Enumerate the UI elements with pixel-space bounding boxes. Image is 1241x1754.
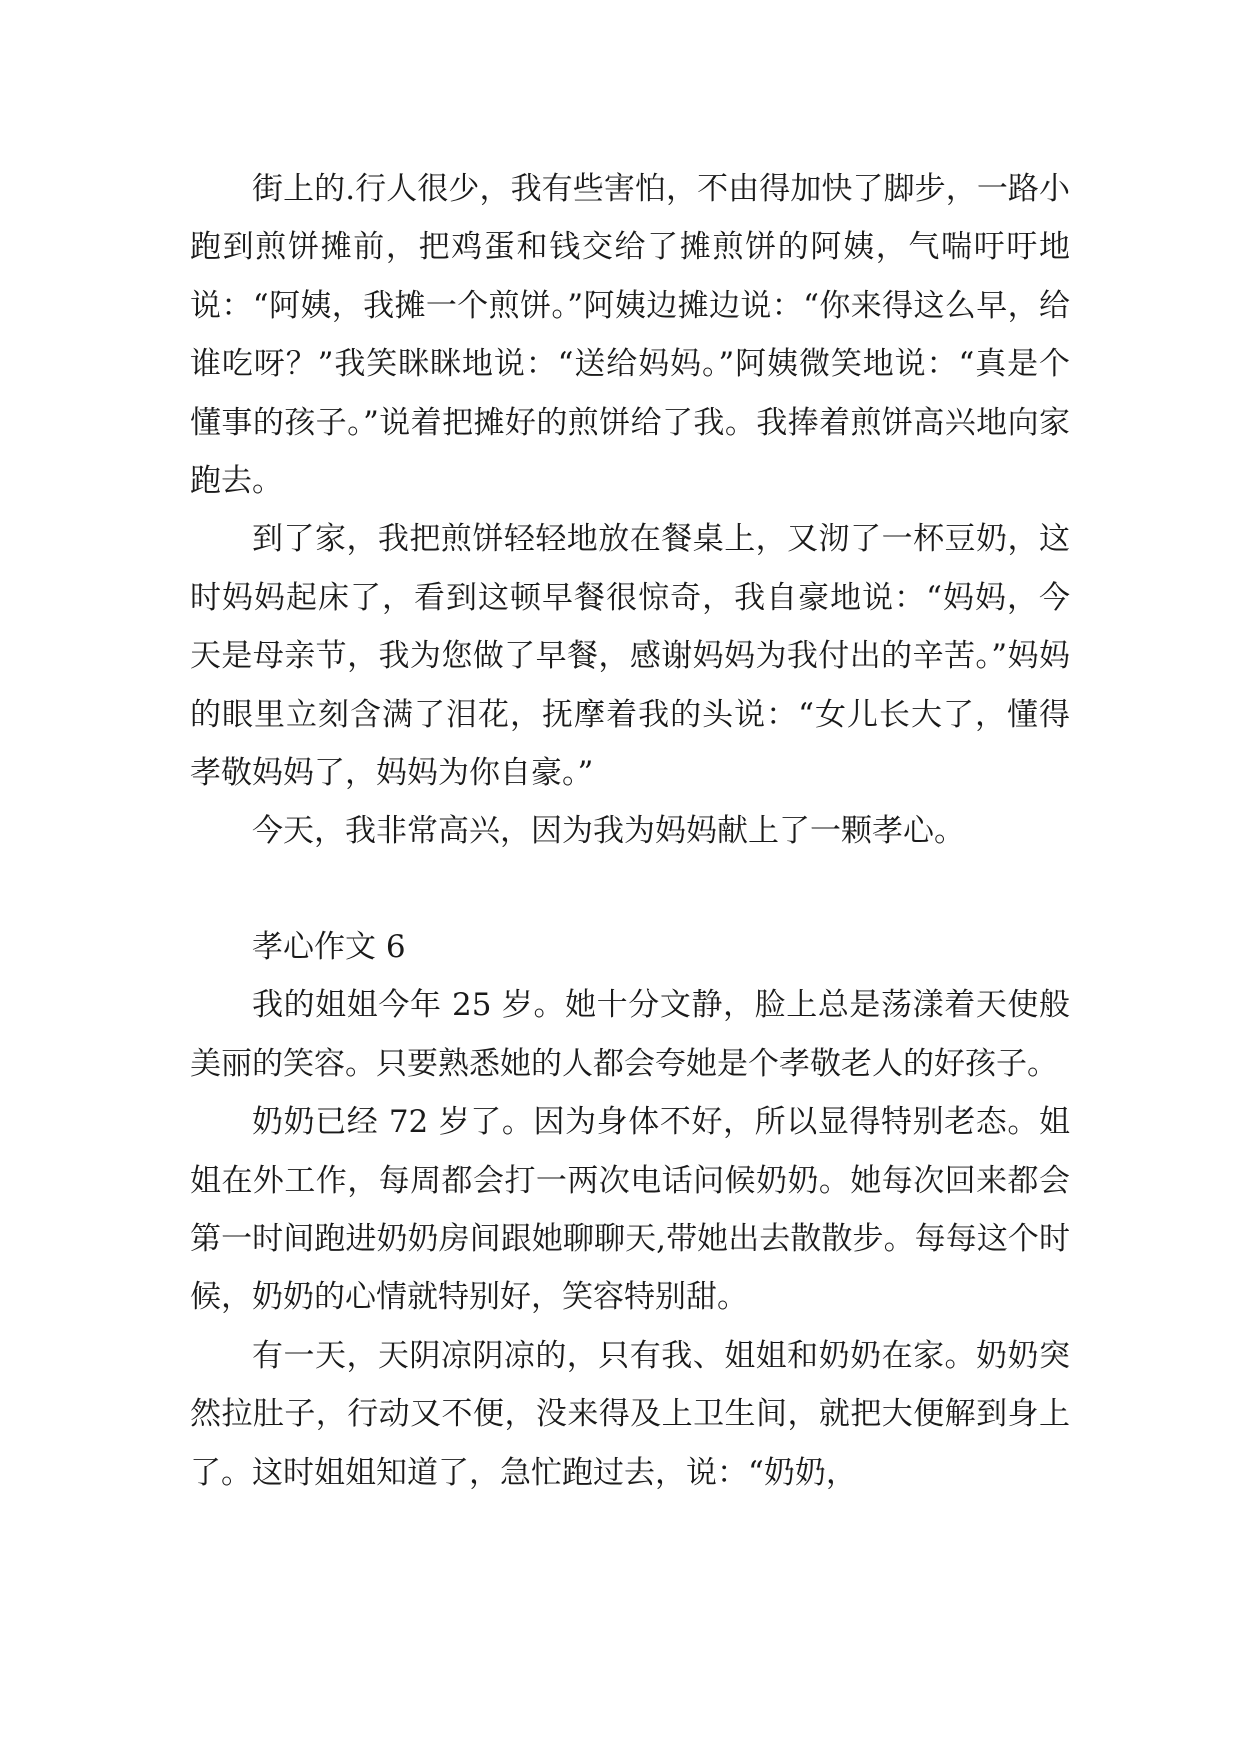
section-title: 孝心作文 6	[252, 928, 406, 965]
paragraph: 有一天，天阴凉阴凉的，只有我、姐姐和奶奶在家。奶奶突然拉肚子，行动又不便，没来得及上卫生间，就把大便解到身上了。这时姐姐知道了，急忙跑过去，说：“奶奶，	[190, 1337, 1070, 1491]
document-body	[190, 160, 1070, 1502]
paragraph: 到了家，我把煎饼轻轻地放在餐桌上，又沏了一杯豆奶，这时妈妈起床了，看到这顿早餐很惊奇，我自豪地说：“妈妈，今天是母亲节，我为您做了早餐，感谢妈妈为我付出的辛苦。”妈妈的眼里立刻含满了泪花，抚摩着我的头说：“女儿长大了，懂得孝敬妈妈了，妈妈为你自豪。”	[190, 521, 1070, 792]
paragraph: 奶奶已经 72 岁了。因为身体不好，所以显得特别老态。姐姐在外工作，每周都会打一两次电话问候奶奶。她每次回来都会第一时间跑进奶奶房间跟她聊聊天,带她出去散散步。每每这个时候，奶奶的心情就特别好，笑容特别甜。	[190, 1104, 1070, 1316]
paragraph: 街上的.行人很少，我有些害怕，不由得加快了脚步，一路小跑到煎饼摊前，把鸡蛋和钱交给了摊煎饼的阿姨，气喘吁吁地说：“阿姨，我摊一个煎饼。”阿姨边摊边说：“你来得这么早，给谁吃呀？”我笑眯眯地说：“送给妈妈。”阿姨微笑地说：“真是个懂事的孩子。”说着把摊好的煎饼给了我。我捧着煎饼高兴地向家跑去。	[190, 171, 1070, 500]
paragraph: 今天，我非常高兴，因为我为妈妈献上了一颗孝心。	[252, 813, 965, 850]
paragraph: 我的姐姐今年 25 岁。她十分文静，脸上总是荡漾着天使般美丽的笑容。只要熟悉她的人都会夸她是个孝敬老人的好孩子。	[190, 987, 1070, 1082]
